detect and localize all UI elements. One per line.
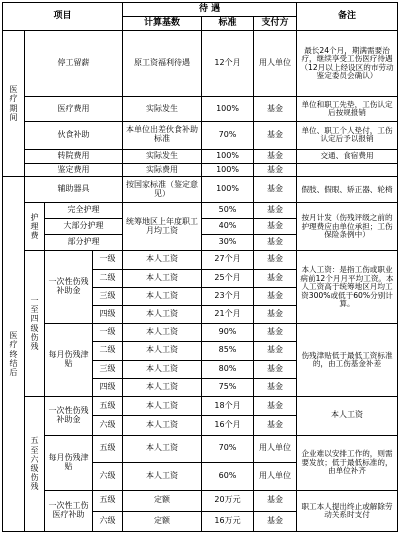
grade-1-4-label: 一至四级伤残 <box>25 251 45 397</box>
standard-cell: 70% <box>202 435 254 463</box>
subsection-label: 每月伤残津贴 <box>45 324 93 397</box>
note-cell: 职工本人提出终止或解除劳动关系时支付 <box>297 491 398 532</box>
level-cell: 四级 <box>93 378 123 396</box>
section-label-medical-period: 医疗期间 <box>3 30 25 177</box>
payer-cell: 用人单位 <box>254 463 297 491</box>
basis-cell: 本单位出差伙食补助标准 <box>123 121 202 149</box>
standard-cell: 90% <box>202 324 254 342</box>
basis-cell: 本人工资 <box>123 435 202 463</box>
header-notes: 备注 <box>297 3 398 31</box>
standard-cell: 16个月 <box>202 416 254 435</box>
payer-cell: 基金 <box>254 416 297 435</box>
standard-cell: 20万元 <box>202 491 254 511</box>
payer-cell: 基金 <box>254 235 297 251</box>
level-cell: 大部分护理 <box>45 219 123 235</box>
standard-cell: 40% <box>202 219 254 235</box>
payer-cell: 基金 <box>254 251 297 269</box>
level-cell: 六级 <box>93 416 123 435</box>
payer-cell: 基金 <box>254 97 297 122</box>
payer-cell: 基金 <box>254 269 297 287</box>
table-row <box>3 251 398 269</box>
payer-cell: 基金 <box>254 342 297 360</box>
level-cell: 六级 <box>93 511 123 532</box>
payer-cell: 基金 <box>254 324 297 342</box>
header-standard: 标准 <box>202 16 254 30</box>
level-cell: 一级 <box>93 251 123 269</box>
payer-cell: 基金 <box>254 177 297 203</box>
standard-cell: 25个月 <box>202 269 254 287</box>
basis-cell: 按国家标准（鉴定意见） <box>123 177 202 203</box>
section-label-after-treatment: 医疗终结后 <box>3 177 25 532</box>
item-label: 辅助器具 <box>25 177 123 203</box>
payer-cell: 基金 <box>254 511 297 532</box>
payer-cell: 基金 <box>254 305 297 323</box>
standard-cell: 18个月 <box>202 396 254 415</box>
grade-5-6-label: 五至六级伤残 <box>25 396 45 531</box>
header-treatment: 待 遇 <box>123 3 297 17</box>
table-row <box>3 491 398 511</box>
note-cell: 本人工资：是指工伤或职业病前12个月月平均工资。本人工资高于统筹地区月均工资300%或低于60%分别计算。 <box>297 251 398 324</box>
standard-cell: 60% <box>202 463 254 491</box>
table-row <box>3 203 398 219</box>
subsection-label: 一次性伤残补助金 <box>45 251 93 324</box>
level-cell: 五级 <box>93 491 123 511</box>
subsection-label: 一次性工伤医疗补助 <box>45 491 93 532</box>
header-item: 项目 <box>3 3 123 31</box>
level-cell: 五级 <box>93 435 123 463</box>
note-cell: 按月计发（伤残评级之前的护理费应由单位承担；工伤保险条例中） <box>297 203 398 251</box>
basis-cell: 本人工资 <box>123 378 202 396</box>
table-row <box>3 97 398 122</box>
item-label: 医疗费用 <box>25 97 123 122</box>
payer-cell: 基金 <box>254 378 297 396</box>
basis-cell: 本人工资 <box>123 269 202 287</box>
payer-cell: 基金 <box>254 287 297 305</box>
table-row <box>3 177 398 203</box>
level-cell: 五级 <box>93 396 123 415</box>
basis-cell: 本人工资 <box>123 287 202 305</box>
note-cell: 企业难以安排工作的，则需要发放；低于最低标准的，由单位补齐 <box>297 435 398 491</box>
payer-cell: 基金 <box>254 203 297 219</box>
payer-cell: 基金 <box>254 491 297 511</box>
standard-cell: 27个月 <box>202 251 254 269</box>
note-cell: 假肢、假眼、矫正器、轮椅 <box>297 177 398 203</box>
basis-cell: 本人工资 <box>123 251 202 269</box>
standard-cell: 70% <box>202 121 254 149</box>
standard-cell: 80% <box>202 360 254 378</box>
basis-cell: 本人工资 <box>123 463 202 491</box>
payer-cell: 基金 <box>254 360 297 378</box>
standard-cell: 12个月 <box>202 30 254 96</box>
table-row <box>3 30 398 96</box>
standard-cell: 100% <box>202 149 254 163</box>
payer-cell: 基金 <box>254 149 297 163</box>
subsection-label: 每月伤残津贴 <box>45 435 93 491</box>
level-cell: 一级 <box>93 324 123 342</box>
note-cell: 伤残津贴低于最低工资标准的，由工伤基金补差 <box>297 324 398 397</box>
note-cell <box>297 163 398 177</box>
basis-cell: 原工资福利待遇 <box>123 30 202 96</box>
payer-cell: 基金 <box>254 163 297 177</box>
payer-cell: 用人单位 <box>254 30 297 96</box>
basis-cell: 本人工资 <box>123 360 202 378</box>
note-cell: 单位、职工个人垫付，工伤认定后予以报销 <box>297 121 398 149</box>
standard-cell: 16万元 <box>202 511 254 532</box>
basis-cell: 本人工资 <box>123 396 202 415</box>
item-label: 停工留薪 <box>25 30 123 96</box>
note-cell: 最长24个月，期满需要治疗，继续享受工伤医疗待遇（12月以上经设区的市劳动鉴定委员会确认） <box>297 30 398 96</box>
table-row <box>3 121 398 149</box>
standard-cell: 30% <box>202 235 254 251</box>
standard-cell: 100% <box>202 163 254 177</box>
table-row <box>3 163 398 177</box>
payer-cell: 用人单位 <box>254 435 297 463</box>
basis-cell: 定额 <box>123 491 202 511</box>
item-label: 鉴定费用 <box>25 163 123 177</box>
standard-cell: 23个月 <box>202 287 254 305</box>
table-row <box>3 396 398 415</box>
standard-cell: 50% <box>202 203 254 219</box>
level-cell: 二级 <box>93 342 123 360</box>
item-label: 转院费用 <box>25 149 123 163</box>
note-cell: 本人工资 <box>297 396 398 435</box>
work-injury-benefits-table <box>2 2 398 532</box>
standard-cell: 85% <box>202 342 254 360</box>
basis-cell: 实际发生 <box>123 149 202 163</box>
payer-cell: 基金 <box>254 121 297 149</box>
payer-cell: 基金 <box>254 396 297 415</box>
standard-cell: 75% <box>202 378 254 396</box>
note-cell: 交通、食宿费用 <box>297 149 398 163</box>
basis-cell: 本人工资 <box>123 342 202 360</box>
level-cell: 六级 <box>93 463 123 491</box>
level-cell: 完全护理 <box>45 203 123 219</box>
header-payer: 支付方 <box>254 16 297 30</box>
basis-cell: 定额 <box>123 511 202 532</box>
standard-cell: 100% <box>202 97 254 122</box>
basis-cell: 实际费用 <box>123 163 202 177</box>
header-basis: 计算基数 <box>123 16 202 30</box>
nursing-label: 护理费 <box>25 203 45 251</box>
level-cell: 三级 <box>93 287 123 305</box>
table-row <box>3 324 398 342</box>
level-cell: 二级 <box>93 269 123 287</box>
basis-cell: 实际发生 <box>123 97 202 122</box>
level-cell: 三级 <box>93 360 123 378</box>
table-row <box>3 435 398 463</box>
level-cell: 部分护理 <box>45 235 123 251</box>
basis-cell: 本人工资 <box>123 416 202 435</box>
basis-cell: 本人工资 <box>123 324 202 342</box>
item-label: 伙食补助 <box>25 121 123 149</box>
standard-cell: 21个月 <box>202 305 254 323</box>
note-cell: 单位和职工先垫，工伤认定后按规报销 <box>297 97 398 122</box>
subsection-label: 一次性伤残补助金 <box>45 396 93 435</box>
standard-cell: 100% <box>202 177 254 203</box>
level-cell: 四级 <box>93 305 123 323</box>
payer-cell: 基金 <box>254 219 297 235</box>
basis-cell: 本人工资 <box>123 305 202 323</box>
basis-cell: 统筹地区上年度职工月均工资 <box>123 203 202 251</box>
table-row <box>3 149 398 163</box>
